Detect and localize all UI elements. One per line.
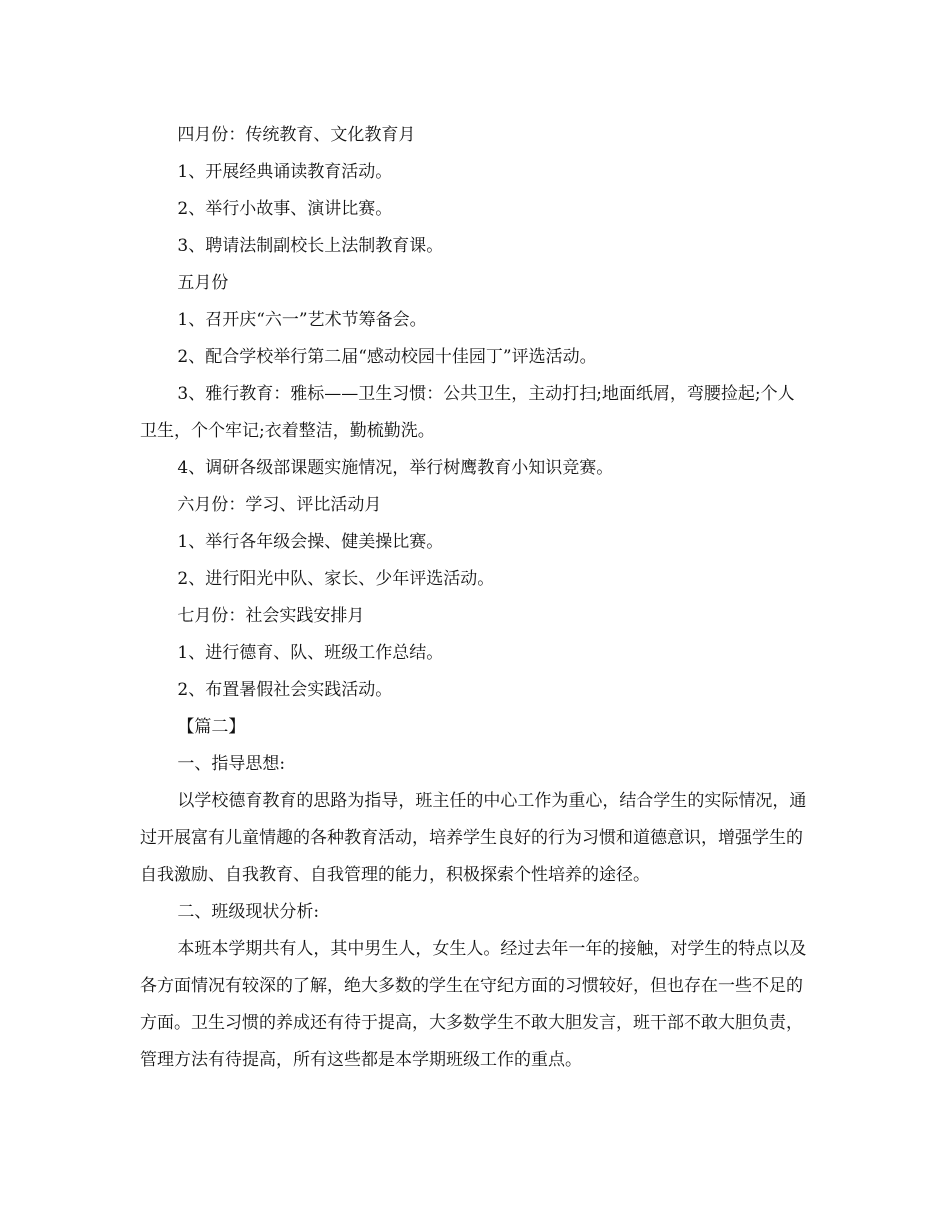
list-item: 3、雅行教育：雅标——卫生习惯：公共卫生，主动打扫;地面纸屑，弯腰捡起;个人卫生，个个牢记;衣着整洁，勤梳勤洗。	[140, 384, 795, 441]
list-item: 2、举行小故事、演讲比赛。	[177, 199, 393, 219]
document-body	[140, 117, 810, 1079]
section-heading-part-two: 【篇二】	[177, 717, 246, 737]
list-item: 1、召开庆“六一”艺术节筹备会。	[177, 310, 427, 330]
list-item: 3、聘请法制副校长上法制教育课。	[177, 236, 444, 256]
section-heading-guiding-thought: 一、指导思想:	[177, 754, 286, 774]
list-item: 2、进行阳光中队、家长、少年评选活动。	[177, 569, 495, 589]
list-item: 1、开展经典诵读教育活动。	[177, 162, 393, 182]
heading-june: 六月份：学习、评比活动月	[177, 495, 382, 515]
list-item: 1、进行德育、队、班级工作总结。	[177, 643, 444, 663]
heading-may: 五月份	[177, 273, 229, 293]
list-item: 2、布置暑假社会实践活动。	[177, 680, 393, 700]
heading-july: 七月份：社会实践安排月	[177, 606, 365, 626]
list-item: 2、配合学校举行第二届“感动校园十佳园丁”评选活动。	[177, 347, 597, 367]
paragraph-class-analysis: 本班本学期共有人，其中男生人，女生人。经过去年一年的接触，对学生的特点以及各方面情况有较深的了解，绝大多数的学生在守纪方面的习惯较好，但也存在一些不足的方面。卫生习惯的养成还有待于提高，大多数学生不敢大胆发言，班干部不敢大胆负责，管理方法有待提高，所有这些都是本学期班级工作的重点。	[140, 939, 807, 1070]
list-item: 4、调研各级部课题实施情况，举行树鹰教育小知识竞赛。	[177, 458, 614, 478]
paragraph-guiding-thought: 以学校德育教育的思路为指导，班主任的中心工作为重心，结合学生的实际情况，通过开展富有儿童情趣的各种教育活动，培养学生良好的行为习惯和道德意识，增强学生的自我激励、自我教育、自我管理的能力，积极探索个性培养的途径。	[140, 791, 807, 885]
heading-april: 四月份：传统教育、文化教育月	[177, 125, 416, 145]
section-heading-class-analysis: 二、班级现状分析:	[177, 902, 320, 922]
list-item: 1、举行各年级会操、健美操比赛。	[177, 532, 444, 552]
